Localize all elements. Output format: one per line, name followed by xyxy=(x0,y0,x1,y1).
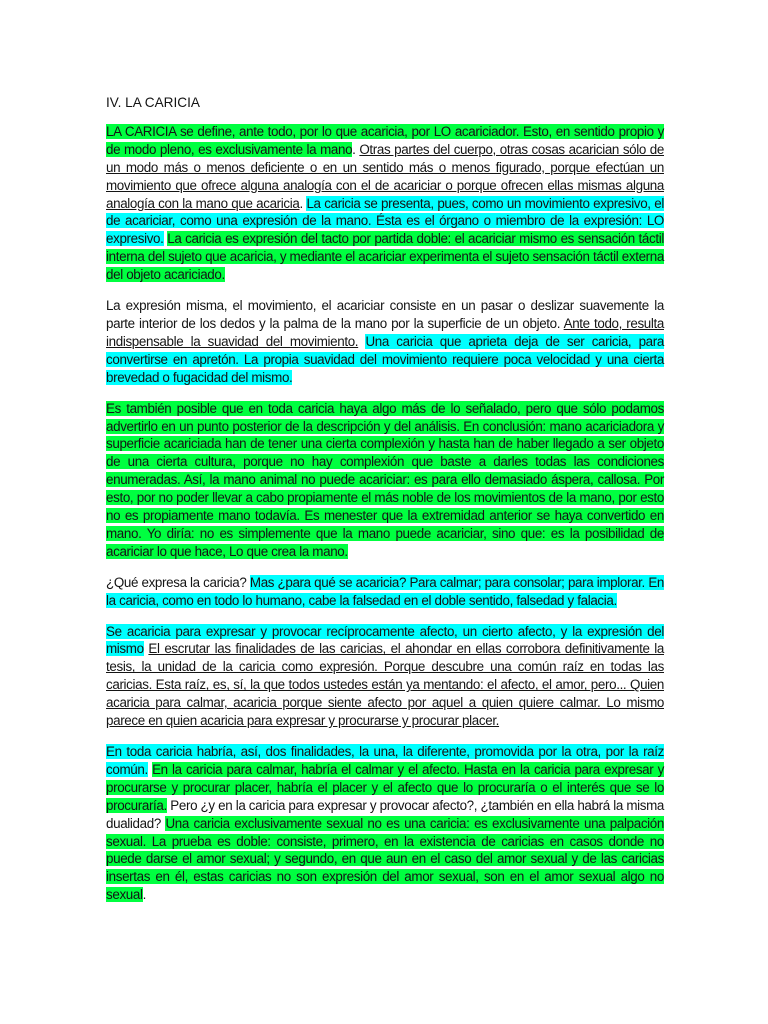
text-run: . xyxy=(299,195,307,211)
highlight-green: LA CARICIA se define, ante todo, por lo que acaricia, por LO acariciador. Esto, en sentido propio y de modo pleno, es exclusivamente la mano xyxy=(106,123,664,157)
underlined-text: Ante todo, resulta indispensable la suavidad del movimiento. xyxy=(106,315,664,349)
underlined-text: Otras partes del cuerpo, otras cosas acarician sólo de un modo más o menos deficiente o en un sentido más o menos figurado, porque efectúan un movimiento que ofrece alguna analogía con el de acariciar o porque ofrecen ellas mismas alguna analogía con la mano que acaricia xyxy=(106,141,664,211)
paragraph-1 xyxy=(106,123,664,284)
highlight-green: Una caricia exclusivamente sexual no es una caricia: es exclusivamente una palpación sexual. La prueba es doble: consiste, primero, en la existencia de caricias en casos donde no puede darse el amor sexual; y segundo, en que aun en el caso del amor sexual y de las caricias insertas en él, estas caricias no son expresión del amor sexual, son en el amor sexual algo no sexual xyxy=(106,815,664,903)
underlined-text: El escrutar las finalidades de las caricias, el ahondar en ellas corrobora definitivamente la tesis, la unidad de la caricia como expresión. Porque descubre una común raíz en todas las caricias. Esta raíz, es, sí, la que todos ustedes están ya mentando: el afecto, el amor, pero... Quien acaricia para calmar, acaricia porque siente afecto por aquel a quien quiere calmar. Lo mismo parece en quien acaricia para expresar y procurarse y procurar placer. xyxy=(106,641,664,729)
highlight-green: La caricia es expresión del tacto por partida doble: el acariciar mismo es sensación táctil interna del sujeto que acaricia, y mediante el acariciar experimenta el sujeto sensación táctil externa del objeto acariciado. xyxy=(106,231,664,283)
text-run: . xyxy=(142,887,146,903)
text-run: ¿Qué expresa la caricia? xyxy=(106,574,250,590)
document-body xyxy=(106,123,664,904)
highlight-cyan: La caricia se presenta, pues, como un movimiento expresivo, el de acariciar, como una expresión de la mano. Ésta es el órgano o miembro de la expresión: LO expresivo. xyxy=(106,195,664,247)
paragraph-5 xyxy=(106,623,664,730)
paragraph-6 xyxy=(106,743,664,904)
text-run: La expresión misma, el movimiento, el acariciar consiste en un pasar o deslizar suavemente la parte interior de los dedos y la palma de la mano por la superficie de un objeto. xyxy=(106,298,664,331)
document-title: IV. LA CARICIA xyxy=(106,95,200,110)
paragraph-4 xyxy=(106,574,664,610)
highlight-cyan: Mas ¿para qué se acaricia? Para calmar; para consolar; para implorar. En la caricia, como en todo lo humano, cabe la falsedad en el doble sentido, falsedad y falacia. xyxy=(106,574,664,608)
paragraph-3 xyxy=(106,400,664,561)
highlight-cyan: Se acaricia para expresar y provocar recíprocamente afecto, un cierto afecto, y la expresión del mismo xyxy=(106,623,664,657)
paragraph-2 xyxy=(106,297,664,387)
highlight-cyan: En toda caricia habría, así, dos finalidades, la una, la diferente, promovida por la otra, por la raíz común. xyxy=(106,744,664,777)
highlight-green: En la caricia para calmar, habría el calmar y el afecto. Hasta en la caricia para expresar y procurarse y procurar placer, habría el placer y el afecto que lo procuraría o el interés que se lo procuraría. xyxy=(106,761,664,813)
text-run: . xyxy=(352,141,360,157)
highlight-cyan: Una caricia que aprieta deja de ser caricia, para convertirse en apretón. La propia suavidad del movimiento requiere poca velocidad y una cierta brevedad o fugacidad del mismo. xyxy=(106,333,664,385)
highlight-green: Es también posible que en toda caricia haya algo más de lo señalado, pero que sólo podamos advertirlo en un punto posterior de la descripción y del análisis. En conclusión: mano acariciadora y superficie acariciada han de tener una cierta complexión y hasta han de haber llegado a ser objeto de una cierta cultura, porque no hay complexión que baste a darles todas las condiciones enumeradas. Así, la mano animal no puede acariciar: es para ello demasiado áspera, callosa. Por esto, por no poder llevar a cabo propiamente el más noble de los movimientos de la mano, por esto no es propiamente mano todavía. Es menester que la extremidad anterior se haya convertido en mano. Yo diría: no es simplemente que la mano puede acariciar, sino que: es la posibilidad de acariciar lo que hace, Lo que crea la mano. xyxy=(106,400,664,559)
text-run: Pero ¿y en la caricia para expresar y provocar afecto?, ¿también en ella habrá la misma dualidad? xyxy=(106,797,664,831)
